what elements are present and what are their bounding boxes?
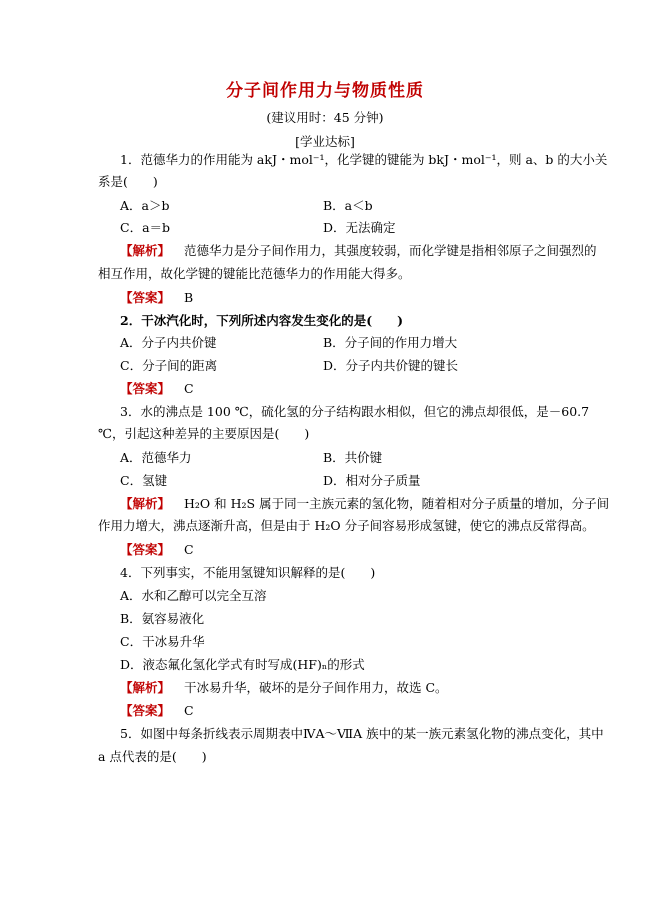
q1-analysis-line2: 相互作用，故化学键的键能比范德华力的作用能大得多。 — [98, 266, 411, 281]
q1-stem-line1: 1．范德华力的作用能为 akJ・mol⁻¹，化学键的键能为 bkJ・mol⁻¹，则 a、b 的大小关 — [120, 152, 608, 167]
q1-option-a: A．a＞b — [120, 198, 170, 213]
page-title: 分子间作用力与物质性质 — [226, 81, 424, 101]
q3-option-a: A．范德华力 — [120, 450, 192, 465]
q2-answer-value: C — [184, 381, 194, 396]
q3-option-c: C．氢键 — [120, 473, 168, 488]
q3-answer — [120, 542, 194, 558]
section-heading: [学业达标] — [295, 134, 355, 149]
q2-option-a: A．分子内共价键 — [120, 335, 217, 350]
analysis-tag: 【解析】 — [120, 496, 171, 511]
q2-option-d: D．分子内共价键的键长 — [323, 358, 459, 373]
q1-analysis-text: 范德华力是分子间作用力，其强度较弱，而化学键是指相邻原子之间强烈的 — [184, 243, 597, 258]
q2-option-c: C．分子间的距离 — [120, 358, 218, 373]
q2-answer — [120, 381, 194, 397]
q1-option-c: C．a＝b — [120, 220, 171, 235]
q4-option-b: B．氨容易液化 — [120, 611, 205, 626]
q4-answer — [120, 703, 194, 719]
q1-answer-value: B — [184, 290, 194, 305]
q4-option-d: D．液态氟化氢化学式有时写成(HF)ₙ的形式 — [120, 657, 365, 672]
q3-option-d: D．相对分子质量 — [323, 473, 421, 488]
q4-option-c: C．干冰易升华 — [120, 634, 205, 649]
q3-analysis-text: H₂O 和 H₂S 属于同一主族元素的氢化物，随着相对分子质量的增加，分子间 — [184, 496, 610, 511]
q4-answer-value: C — [184, 703, 194, 718]
analysis-tag: 【解析】 — [120, 680, 171, 695]
q3-analysis-line1 — [120, 496, 609, 512]
q3-analysis-line2: 作用力增大，沸点逐渐升高，但是由于 H₂O 分子间容易形成氢键，使它的沸点反常得高。 — [98, 518, 595, 533]
q4-option-a: A．水和乙醇可以完全互溶 — [120, 588, 267, 603]
q4-stem: 4．下列事实，不能用氢键知识解释的是( ) — [120, 565, 376, 580]
q3-option-b: B．共价键 — [323, 450, 383, 465]
q3-answer-value: C — [184, 542, 194, 557]
q2-option-b: B．分子间的作用力增大 — [323, 335, 458, 350]
answer-tag: 【答案】 — [120, 703, 171, 718]
analysis-tag: 【解析】 — [120, 243, 171, 258]
q2-stem: 2．干冰汽化时，下列所述内容发生变化的是( ) — [120, 313, 404, 328]
q1-analysis-line1 — [120, 243, 597, 259]
q3-stem-line1: 3．水的沸点是 100 ℃，硫化氢的分子结构跟水相似，但它的沸点却很低，是－60.7 — [120, 404, 590, 419]
q1-stem-line2: 系是( ) — [98, 174, 158, 189]
q1-option-d: D．无法确定 — [323, 220, 396, 235]
q5-stem-line2: a 点代表的是( ) — [98, 749, 207, 764]
answer-tag: 【答案】 — [120, 290, 171, 305]
answer-tag: 【答案】 — [120, 542, 171, 557]
q3-stem-line2: ℃，引起这种差异的主要原因是( ) — [98, 426, 310, 441]
q5-stem-line1: 5．如图中每条折线表示周期表中ⅣA～ⅦA 族中的某一族元素氢化物的沸点变化，其中 — [120, 726, 604, 741]
q1-option-b: B．a＜b — [323, 198, 373, 213]
q4-analysis — [120, 680, 448, 696]
suggested-time: (建议用时：45 分钟) — [266, 110, 384, 125]
answer-tag: 【答案】 — [120, 381, 171, 396]
q4-analysis-text: 干冰易升华，破坏的是分子间作用力，故选 C。 — [184, 680, 448, 695]
q1-answer — [120, 290, 193, 306]
